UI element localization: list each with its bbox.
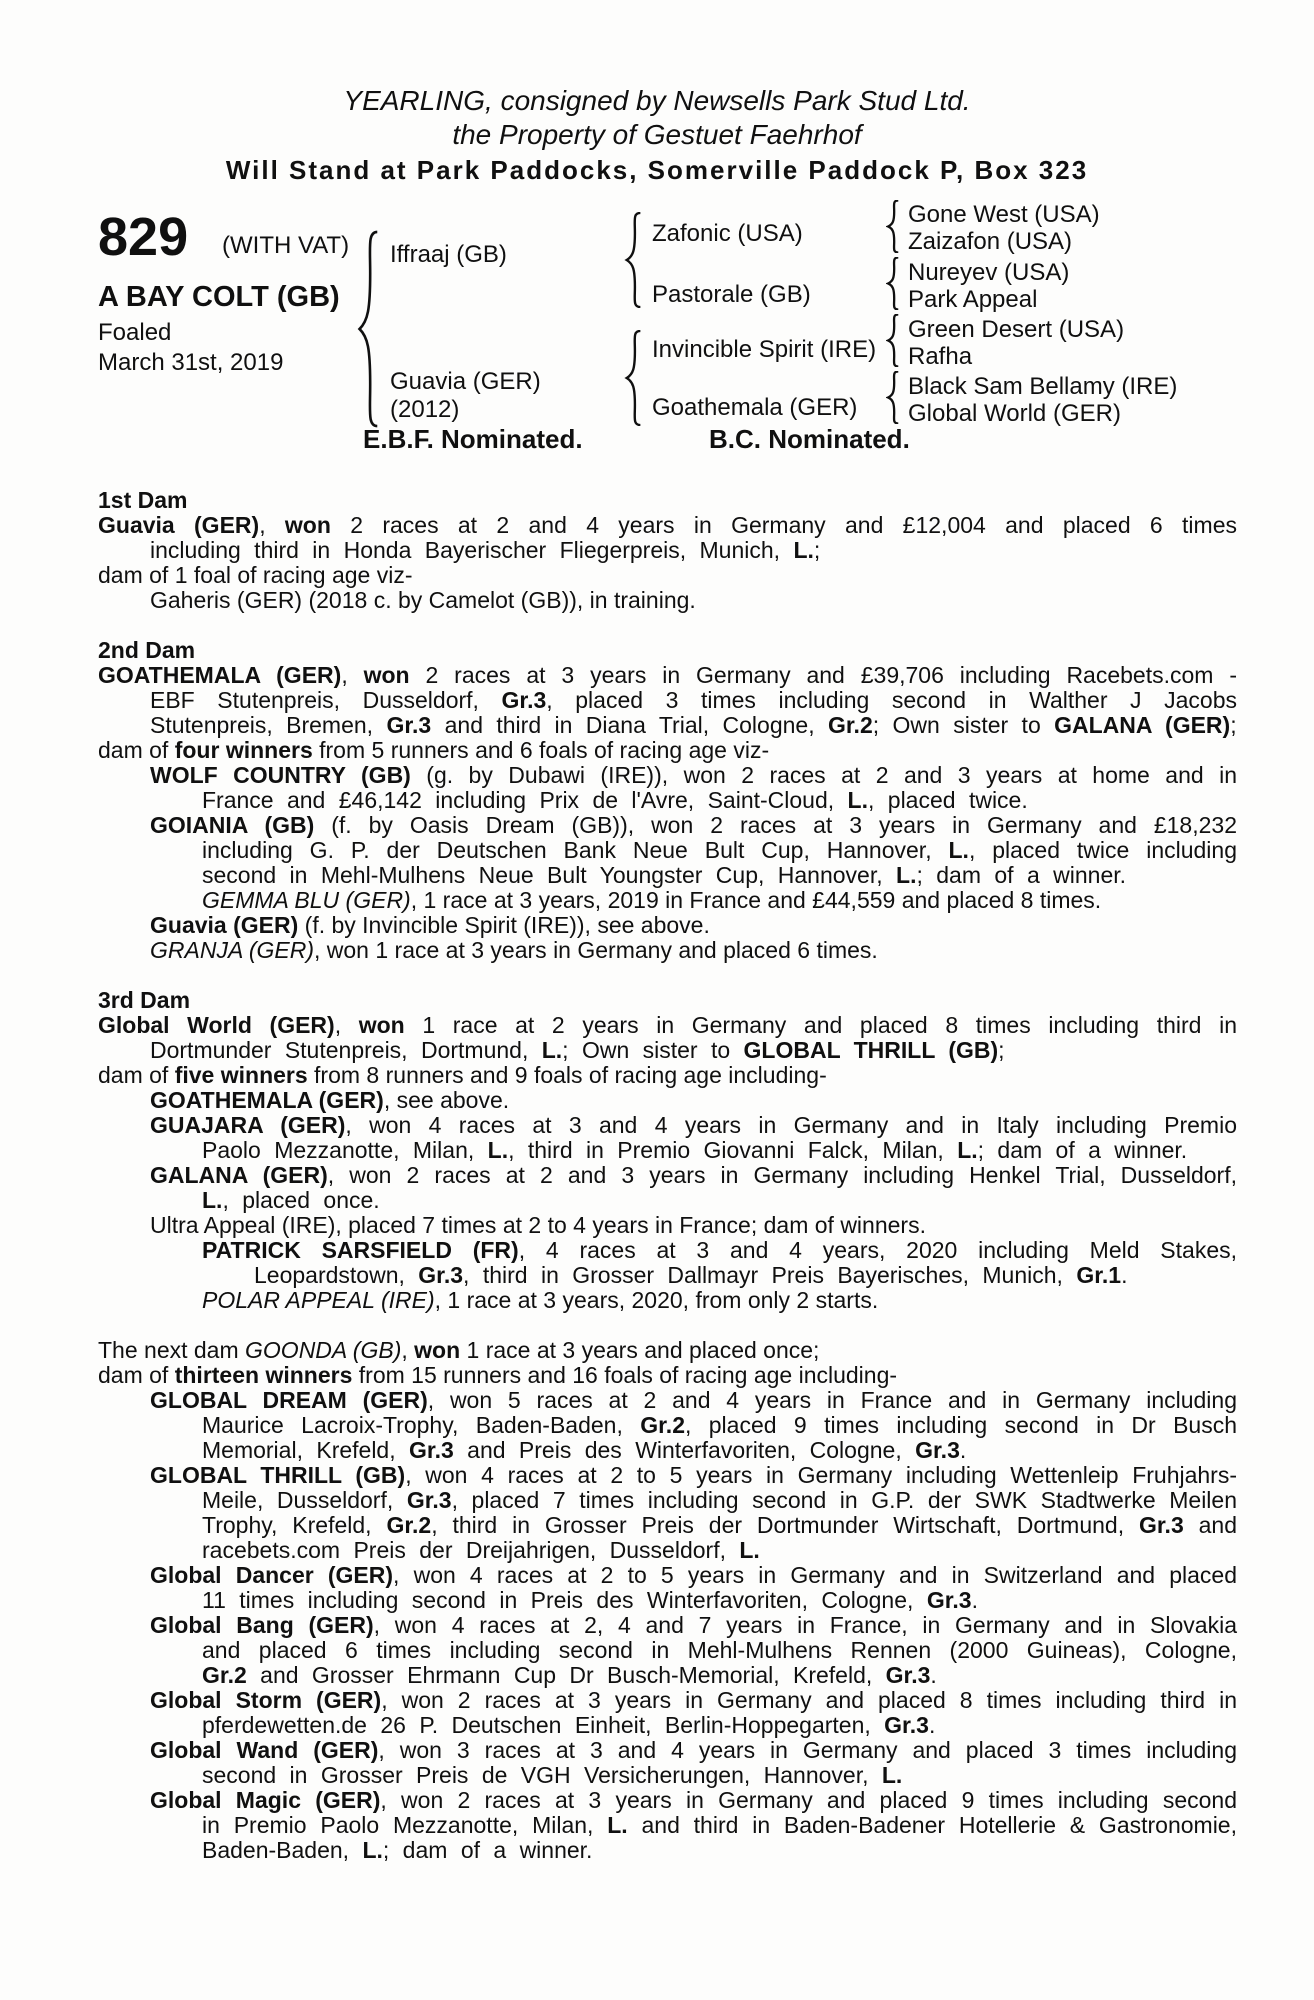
pedigree-brace [886, 314, 901, 367]
pedigree-block [0, 0, 1314, 470]
progeny-record: Global Bang (GER), won 4 races at 2, 4 and 7 years in France, in Germany and in Slovakia and placed 6 times including second in Mehl-Mulhens Rennen (2000 Guineas), Cologne, Gr.2 and Grosser Ehrmann Cup Dr Busch-Memorial, Krefeld, Gr.3. [150, 1612, 1237, 1688]
granddam-name: Pastorale (GB) [652, 281, 811, 308]
progeny-record: Global Storm (GER), won 2 races at 3 years in Germany and placed 8 times including third in pferdewetten.de 26 P. Deutschen Einheit, Berlin-Hoppegarten, Gr.3. [150, 1687, 1238, 1738]
dam-name: Guavia (GER) [390, 368, 541, 395]
stand-location-line: Will Stand at Park Paddocks, Somerville Paddock P, Box 323 [225, 155, 1089, 185]
progeny-record: GUAJARA (GER), won 4 races at 3 and 4 years in Germany and in Italy including Premio Paolo Mezzanotte, Milan, L., third in Premio Giovanni Falck, Milan, L.; dam of a winner. [150, 1112, 1237, 1163]
dam-record: The next dam GOONDA (GB), won 1 race at 3 years and placed once; [98, 1337, 820, 1363]
owner-line: the Property of Gestuet Faehrhof [452, 119, 862, 150]
section-heading: 2nd Dam [98, 637, 196, 663]
great-grandparent-name: Global World (GER) [908, 400, 1121, 427]
progeny-record: GOIANIA (GB) (f. by Oasis Dream (GB)), won 2 races at 3 years in Germany and £18,232 including G. P. der Deutschen Bank Neue Bult Cup, Hannover, L., placed twice including second in Mehl-Mulhens Neue Bult Youngster Cup, Hannover, L.; dam of a winner. [150, 812, 1238, 888]
vat-note: (WITH VAT) [222, 232, 350, 259]
pedigree-brace [886, 200, 901, 253]
progeny-record: PATRICK SARSFIELD (FR), 4 races at 3 and 4 years, 2020 including Meld Stakes, Leopardstown, Gr.3, third in Grosser Dallmayr Preis Bayerisches, Munich, Gr.1. [202, 1237, 1238, 1288]
great-grandparent-name: Zaizafon (USA) [908, 228, 1073, 255]
dam-record: Guavia (GER), won 2 races at 2 and 4 years in Germany and £12,004 and placed 6 times including third in Honda Bayerischer Fliegerpreis, Munich, L.; [98, 512, 1237, 563]
pedigree-text [98, 488, 1237, 1863]
next-dam-section [98, 1338, 1237, 1863]
bc-nominated: B.C. Nominated. [709, 424, 910, 454]
dam-foaling-year: (2012) [390, 396, 460, 423]
dam-record: GOATHEMALA (GER), won 2 races at 3 years in Germany and £39,706 including Racebets.com - EBF Stutenpreis, Dusseldorf, Gr.3, placed 3 times including second in Walther J Jacobs Stutenpreis, Bremen, Gr.3 and third in Diana Trial, Cologne, Gr.2; Own sister to GALANA (GER); [98, 662, 1238, 738]
progeny-record: GALANA (GER), won 2 races at 2 and 3 years in Germany including Henkel Trial, Dusseldorf, L., placed once. [150, 1162, 1238, 1213]
lot-number: 829 [98, 207, 189, 267]
progeny-record: GEMMA BLU (GER), 1 race at 3 years, 2019 in France and £44,559 and placed 8 times. [202, 887, 1102, 913]
dam-record: Global World (GER), won 1 race at 2 years in Germany and placed 8 times including third in Dortmunder Stutenpreis, Dortmund, L.; Own sister to GLOBAL THRILL (GB); [98, 1012, 1237, 1063]
granddam-name: Goathemala (GER) [652, 394, 858, 421]
section-heading: 1st Dam [98, 487, 188, 513]
first-dam-section [98, 488, 1237, 613]
dam-produce-line: dam of 1 foal of racing age viz- [98, 562, 413, 588]
progeny-record: Global Dancer (GER), won 4 races at 2 to 5 years in Germany and in Switzerland and placed 11 times including second in Preis des Winterfavoriten, Cologne, Gr.3. [150, 1562, 1237, 1613]
progeny-record: WOLF COUNTRY (GB) (g. by Dubawi (IRE)), won 2 races at 2 and 3 years at home and in France and £46,142 including Prix de l'Avre, Saint-Cloud, L., placed twice. [150, 762, 1237, 813]
great-grandparent-name: Rafha [908, 343, 973, 370]
great-grandparent-name: Nureyev (USA) [908, 259, 1070, 286]
pedigree-brace [356, 230, 382, 428]
colt-description: A BAY COLT (GB) [98, 281, 340, 313]
grandsire-name: Invincible Spirit (IRE) [652, 336, 877, 363]
great-grandparent-name: Gone West (USA) [908, 201, 1100, 228]
progeny-record: Guavia (GER) (f. by Invincible Spirit (IRE)), see above. [150, 912, 710, 938]
consignor-line: YEARLING, consigned by Newsells Park Stud Ltd. [343, 85, 971, 116]
second-dam-section [98, 638, 1237, 963]
grandsire-name: Zafonic (USA) [652, 220, 803, 247]
progeny-record: GOATHEMALA (GER), see above. [150, 1087, 510, 1113]
progeny-record: GRANJA (GER), won 1 race at 3 years in Germany and placed 6 times. [150, 937, 878, 963]
progeny-record: Global Magic (GER), won 2 races at 3 years in Germany and placed 9 times including second in Premio Paolo Mezzanotte, Milan, L. and third in Baden-Badener Hotellerie & Gastronomie, Baden-Baden, L.; dam of a winner. [150, 1787, 1238, 1863]
progeny-record: Ultra Appeal (IRE), placed 7 times at 2 to 4 years in France; dam of winners. [150, 1212, 926, 1238]
progeny-record: GLOBAL DREAM (GER), won 5 races at 2 and 4 years in France and in Germany including Maurice Lacroix-Trophy, Baden-Baden, Gr.2, placed 9 times including second in Dr Busch Memorial, Krefeld, Gr.3 and Preis des Winterfavoriten, Cologne, Gr.3. [150, 1387, 1238, 1463]
progeny-record: POLAR APPEAL (IRE), 1 race at 3 years, 2020, from only 2 starts. [202, 1287, 879, 1313]
great-grandparent-name: Green Desert (USA) [908, 316, 1125, 343]
great-grandparent-name: Black Sam Bellamy (IRE) [908, 373, 1178, 400]
section-heading: 3rd Dam [98, 987, 191, 1013]
foaled-label: Foaled [98, 319, 172, 346]
third-dam-section [98, 988, 1237, 1313]
great-grandparent-name: Park Appeal [908, 286, 1038, 313]
pedigree-brace [624, 330, 644, 426]
dam-produce-line: dam of five winners from 8 runners and 9 foals of racing age including- [98, 1062, 827, 1088]
progeny-record: Global Wand (GER), won 3 races at 3 and 4 years in Germany and placed 3 times including second in Grosser Preis de VGH Versicherungen, Hannover, L. [150, 1737, 1237, 1788]
pedigree-brace [886, 257, 901, 310]
pedigree-brace [624, 212, 644, 308]
dam-produce-line: dam of four winners from 5 runners and 6 foals of racing age viz- [98, 737, 770, 763]
foaled-date: March 31st, 2019 [98, 349, 284, 376]
progeny-record: Gaheris (GER) (2018 c. by Camelot (GB)), in training. [150, 587, 696, 613]
ebf-nominated: E.B.F. Nominated. [363, 424, 583, 454]
sire-name: Iffraaj (GB) [390, 241, 507, 268]
pedigree-brace [886, 371, 901, 424]
progeny-record: GLOBAL THRILL (GB), won 4 races at 2 to 5 years in Germany including Wettenleip Fruhjahrs-Meile, Dusseldorf, Gr.3, placed 7 times including second in G.P. der SWK Stadtwerke Meilen Trophy, Krefeld, Gr.2, third in Grosser Preis der Dortmunder Wirtschaft, Dortmund, Gr.3 and racebets.com Preis der Dreijahrigen, Dusseldorf, L. [150, 1462, 1238, 1563]
dam-produce-line: dam of thirteen winners from 15 runners and 16 foals of racing age including- [98, 1362, 898, 1388]
